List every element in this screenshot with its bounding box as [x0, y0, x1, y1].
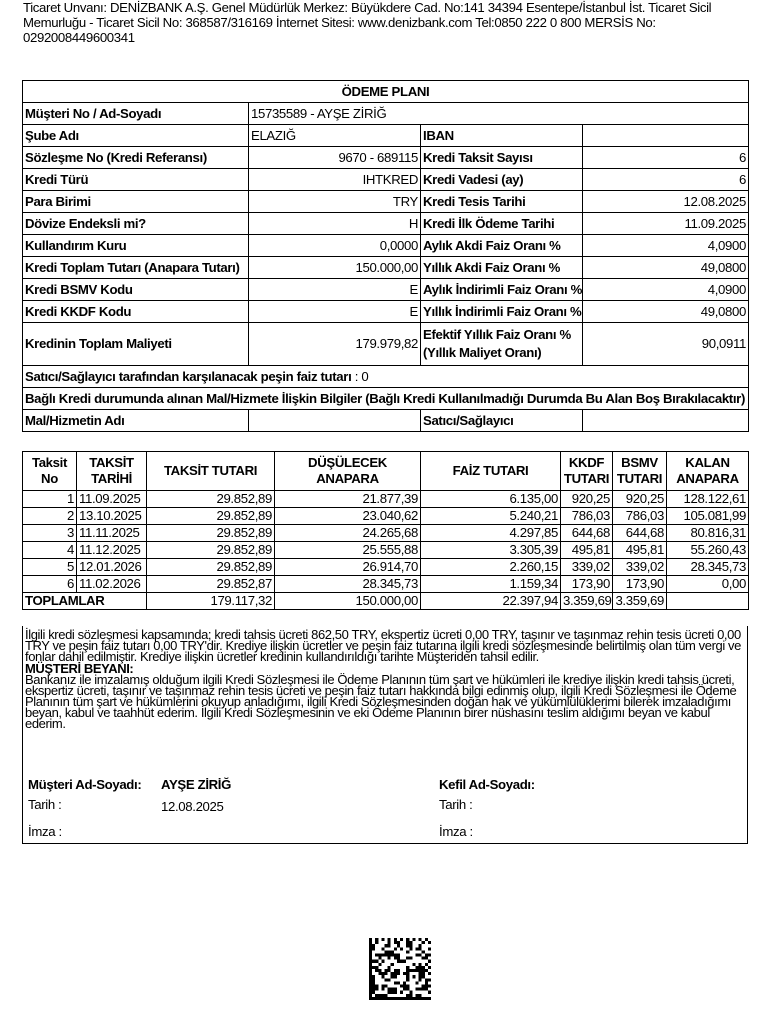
- header-bsmv-line2: TUTARI: [616, 471, 663, 486]
- row-bsmv: 173,90: [613, 576, 667, 593]
- row-date: 11.02.2026: [77, 576, 147, 593]
- header-no-line2: No: [41, 471, 58, 486]
- header-principal-line2: ANAPARA: [316, 471, 379, 486]
- row-bsmv: 339,02: [613, 559, 667, 576]
- row-kkdf: 173,90: [561, 576, 613, 593]
- header-kkdf: [561, 452, 613, 491]
- totals-amount: 179.117,32: [147, 593, 275, 610]
- signature-label: İmza :: [28, 824, 62, 839]
- header-installment-amount: TAKSİT TUTARI: [147, 452, 275, 491]
- totals-principal: 150.000,00: [275, 593, 421, 610]
- seller-interest-row: [23, 366, 749, 388]
- row-remaining: 0,00: [667, 576, 749, 593]
- row-no: 6: [23, 576, 77, 593]
- table-row: [23, 508, 749, 525]
- row-amount: 29.852,89: [147, 491, 275, 508]
- row-no: 4: [23, 542, 77, 559]
- seller-interest-value: : 0: [351, 368, 369, 384]
- setup-date-value: 12.08.2025: [583, 191, 749, 213]
- table-row: [23, 576, 749, 593]
- installment-count-value: 6: [583, 147, 749, 169]
- term-value: 6: [583, 169, 749, 191]
- header-principal-line1: DÜŞÜLECEK: [308, 455, 387, 470]
- row-principal: 28.345,73: [275, 576, 421, 593]
- table-row: [23, 525, 749, 542]
- installment-table: [22, 451, 749, 610]
- row-no: 5: [23, 559, 77, 576]
- row-interest: 5.240,21: [421, 508, 561, 525]
- guarantor-date-label: Tarih :: [439, 797, 473, 812]
- header-installment-no: [23, 452, 77, 491]
- table-row: [23, 542, 749, 559]
- seller-value: [583, 410, 749, 432]
- exchange-rate-value: 0,0000: [249, 235, 421, 257]
- row-no: 3: [23, 525, 77, 542]
- date-value: 12.08.2025: [161, 799, 224, 814]
- row-kkdf: 495,81: [561, 542, 613, 559]
- contract-label: Sözleşme No (Kredi Referansı): [23, 147, 249, 169]
- row-no: 2: [23, 508, 77, 525]
- total-principal-value: 150.000,00: [249, 257, 421, 279]
- exchange-rate-label: Kullandırım Kuru: [23, 235, 249, 257]
- header-kkdf-line2: TUTARI: [563, 471, 610, 486]
- total-cost-value: 179.979,82: [249, 323, 421, 366]
- first-payment-value: 11.09.2025: [583, 213, 749, 235]
- totals-row: [23, 593, 749, 610]
- annual-interest-value: 49,0800: [583, 257, 749, 279]
- header-remaining-line1: KALAN: [685, 455, 730, 470]
- totals-bsmv: 3.359,69: [613, 593, 667, 610]
- header-bsmv-line1: BSMV: [621, 455, 658, 470]
- effective-rate-label-line2: (Yıllık Maliyet Oranı): [423, 345, 542, 360]
- row-principal: 23.040,62: [275, 508, 421, 525]
- header-kkdf-line1: KKDF: [568, 455, 605, 470]
- annual-interest-label: Yıllık Akdi Faiz Oranı %: [421, 257, 583, 279]
- header-no-line1: Taksit: [31, 455, 68, 470]
- notes-section: [22, 626, 748, 844]
- row-remaining: 128.122,61: [667, 491, 749, 508]
- row-principal: 26.914,70: [275, 559, 421, 576]
- total-principal-label: Kredi Toplam Tutarı (Anapara Tutarı): [23, 257, 249, 279]
- totals-label: TOPLAMLAR: [23, 593, 147, 610]
- row-remaining: 28.345,73: [667, 559, 749, 576]
- row-kkdf: 786,03: [561, 508, 613, 525]
- row-kkdf: 644,68: [561, 525, 613, 542]
- row-amount: 29.852,89: [147, 542, 275, 559]
- kkdf-code-label: Kredi KKDF Kodu: [23, 301, 249, 323]
- row-interest: 6.135,00: [421, 491, 561, 508]
- declaration-title: MÜŞTERİ BEYANI:: [25, 661, 134, 676]
- annual-discounted-value: 49,0800: [583, 301, 749, 323]
- date-label: Tarih :: [28, 797, 62, 812]
- row-bsmv: 644,68: [613, 525, 667, 542]
- iban-value: [583, 125, 749, 147]
- bsmv-code-label: Kredi BSMV Kodu: [23, 279, 249, 301]
- row-bsmv: 495,81: [613, 542, 667, 559]
- monthly-discounted-label: Aylık İndirimli Faiz Oranı %: [421, 279, 583, 301]
- table-row: [23, 559, 749, 576]
- row-remaining: 55.260,43: [667, 542, 749, 559]
- header-date-line1: TAKSİT: [89, 455, 134, 470]
- row-date: 11.12.2025: [77, 542, 147, 559]
- row-interest: 1.159,34: [421, 576, 561, 593]
- datamatrix-barcode: [369, 938, 431, 1000]
- header-installment-date: [77, 452, 147, 491]
- row-amount: 29.852,89: [147, 559, 275, 576]
- row-date: 13.10.2025: [77, 508, 147, 525]
- row-amount: 29.852,89: [147, 525, 275, 542]
- customer-label: Müşteri No / Ad-Soyadı: [23, 103, 249, 125]
- seller-interest-label: Satıcı/Sağlayıcı tarafından karşılanacak peşin faiz tutarı: [25, 368, 352, 384]
- row-interest: 3.305,39: [421, 542, 561, 559]
- fx-indexed-value: H: [249, 213, 421, 235]
- header-remaining: [667, 452, 749, 491]
- linked-credit-info: Bağlı Kredi durumunda alınan Mal/Hizmete İlişkin Bilgiler (Bağlı Kredi Kullanılmadığı Durumda Bu Alan Boş Bırakılacaktır): [23, 388, 749, 410]
- totals-remaining-empty: [667, 593, 749, 610]
- row-bsmv: 786,03: [613, 508, 667, 525]
- row-principal: 21.877,39: [275, 491, 421, 508]
- first-payment-label: Kredi İlk Ödeme Tarihi: [421, 213, 583, 235]
- guarantor-signature-label: İmza :: [439, 824, 473, 839]
- payment-plan-table: [22, 80, 749, 432]
- installment-count-label: Kredi Taksit Sayısı: [421, 147, 583, 169]
- annual-discounted-label: Yıllık İndirimli Faiz Oranı %: [421, 301, 583, 323]
- datamatrix-graphic: [369, 938, 431, 1000]
- row-kkdf: 920,25: [561, 491, 613, 508]
- credit-type-value: IHTKRED: [249, 169, 421, 191]
- row-remaining: 80.816,31: [667, 525, 749, 542]
- row-principal: 25.555,88: [275, 542, 421, 559]
- currency-label: Para Birimi: [23, 191, 249, 213]
- row-date: 12.01.2026: [77, 559, 147, 576]
- monthly-interest-label: Aylık Akdi Faiz Oranı %: [421, 235, 583, 257]
- seller-label: Satıcı/Sağlayıcı: [421, 410, 583, 432]
- monthly-interest-value: 4,0900: [583, 235, 749, 257]
- header-bsmv: [613, 452, 667, 491]
- row-date: 11.11.2025: [77, 525, 147, 542]
- row-amount: 29.852,87: [147, 576, 275, 593]
- customer-value: 15735589 - AYŞE ZİRİĞ: [249, 103, 749, 125]
- row-date: 11.09.2025: [77, 491, 147, 508]
- row-amount: 29.852,89: [147, 508, 275, 525]
- company-info-header: Ticaret Unvanı: DENİZBANK A.Ş. Genel Müdürlük Merkez: Büyükdere Cad. No:141 34394 Esentepe/İstanbul İst. Ticaret Sicil Memurluğu - Ticaret Sicil No: 368587/316169 İnternet Sitesi: www.denizbank.com Tel:0850 222 0 800 MERSİS No: 0292008449600341: [23, 0, 712, 45]
- plan-title: ÖDEME PLANI: [23, 81, 749, 103]
- table-row: [23, 491, 749, 508]
- branch-value: ELAZIĞ: [249, 125, 421, 147]
- header-date-line2: TARİHİ: [91, 471, 132, 486]
- row-bsmv: 920,25: [613, 491, 667, 508]
- declaration-text: Bankanız ile imzalamış olduğum ilgili Kredi Sözleşmesi ile Ödeme Planının tüm şart ve hükümleri ile krediye ilişkin kredi tahsis ücreti, ekspertiz ücreti, taşınır ve taşınmaz rehin tesis ücreti ve peşin faiz tutarı hakkında bilgi edinmiş olup, ilgili Kredi Sözleşmesi ile Ödeme Planının tüm şart ve hükümlerini okuyup anladığımı, ilgili Kredi Sözleşmesinden doğan hak ve yükümlülüklerimi bilerek imzaladığımı beyan, kabul ve taahhüt ederim. İlgili Kredi Sözleşmesinin ve eki Ödeme Planının birer nüshasını teslim aldığımı beyan ve kabul ederim.: [25, 672, 737, 731]
- credit-type-label: Kredi Türü: [23, 169, 249, 191]
- total-cost-label: Kredinin Toplam Maliyeti: [23, 323, 249, 366]
- contract-value: 9670 - 689115: [249, 147, 421, 169]
- row-interest: 4.297,85: [421, 525, 561, 542]
- goods-value: [249, 410, 421, 432]
- customer-name-label: Müşteri Ad-Soyadı:: [28, 777, 142, 792]
- setup-date-label: Kredi Tesis Tarihi: [421, 191, 583, 213]
- effective-rate-label-line1: Efektif Yıllık Faiz Oranı %: [423, 327, 571, 342]
- fees-text: İlgili kredi sözleşmesi kapsamında; kredi tahsis ücreti 862,50 TRY, ekspertiz ücreti 0,00 TRY, taşınır ve taşınmaz rehin tesis ücreti 0,00 TRY ve peşin faiz tutarı 0,00 TRY'dir. Krediye ilişkin ücretler ve peşin faiz tutarına ilgili kredi sözleşmesinde belirtilmiş olan tüm vergi ve fonlar dahil edilmiştir. Krediye ilişkin ücretler kredinin kullandırıldığı tarihte Müşteriden tahsil edilir.: [25, 627, 741, 664]
- header-principal: [275, 452, 421, 491]
- row-interest: 2.260,15: [421, 559, 561, 576]
- fx-indexed-label: Dövize Endeksli mi?: [23, 213, 249, 235]
- currency-value: TRY: [249, 191, 421, 213]
- row-principal: 24.265,68: [275, 525, 421, 542]
- term-label: Kredi Vadesi (ay): [421, 169, 583, 191]
- row-kkdf: 339,02: [561, 559, 613, 576]
- goods-label: Mal/Hizmetin Adı: [23, 410, 249, 432]
- bsmv-code-value: E: [249, 279, 421, 301]
- row-no: 1: [23, 491, 77, 508]
- guarantor-name-label: Kefil Ad-Soyadı:: [439, 777, 535, 792]
- header-interest: FAİZ TUTARI: [421, 452, 561, 491]
- monthly-discounted-value: 4,0900: [583, 279, 749, 301]
- totals-kkdf: 3.359,69: [561, 593, 613, 610]
- row-remaining: 105.081,99: [667, 508, 749, 525]
- kkdf-code-value: E: [249, 301, 421, 323]
- totals-interest: 22.397,94: [421, 593, 561, 610]
- header-remaining-line2: ANAPARA: [676, 471, 739, 486]
- effective-rate-value: 90,0911: [583, 323, 749, 366]
- effective-rate-label: [421, 323, 583, 366]
- branch-label: Şube Adı: [23, 125, 249, 147]
- customer-name-value: AYŞE ZİRİĞ: [161, 777, 232, 792]
- iban-label: IBAN: [421, 125, 583, 147]
